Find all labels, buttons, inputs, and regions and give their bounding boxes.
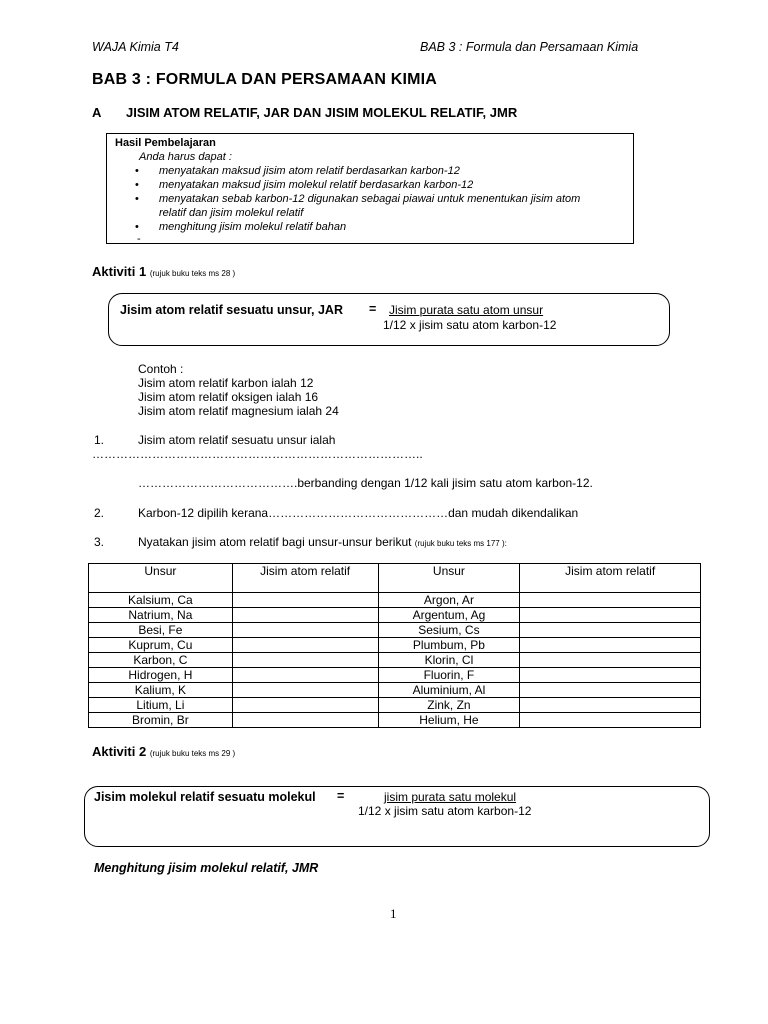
answer-cell[interactable] — [520, 668, 701, 683]
element-cell: Argentum, Ag — [378, 608, 520, 623]
answer-cell[interactable] — [520, 713, 701, 728]
answer-cell[interactable] — [520, 623, 701, 638]
section-letter: A — [92, 105, 102, 120]
example-line: Jisim atom relatif karbon ialah 12 — [138, 376, 314, 390]
section-title: JISIM ATOM RELATIF, JAR DAN JISIM MOLEKUL RELATIF, JMR — [126, 105, 518, 120]
table-header: Jisim atom relatif — [520, 564, 701, 593]
answer-cell[interactable] — [232, 653, 378, 668]
page-number: 1 — [390, 906, 397, 921]
header-right: BAB 3 : Formula dan Persamaan Kimia — [420, 40, 639, 54]
answer-cell[interactable] — [232, 713, 378, 728]
q1-line2[interactable]: ………………………………….berbanding dengan 1/12 kali jisim satu atom karbon-12. — [138, 476, 593, 490]
chapter-title: BAB 3 : FORMULA DAN PERSAMAAN KIMIA — [92, 71, 438, 88]
element-cell: Klorin, Cl — [378, 653, 520, 668]
bullet-icon: • — [135, 221, 139, 233]
element-cell: Kalium, K — [89, 683, 233, 698]
jar-formula-label: Jisim atom relatif sesuatu unsur, JAR — [120, 303, 343, 317]
activity1-heading — [92, 264, 235, 279]
q1-number: 1. — [94, 433, 105, 447]
element-cell: Argon, Ar — [378, 593, 520, 608]
table-row — [89, 683, 701, 698]
jmr-equals: = — [337, 789, 345, 803]
table-row — [89, 623, 701, 638]
activity2-ref: (rujuk buku teks ms 29 ) — [149, 749, 236, 758]
element-cell: Natrium, Na — [89, 608, 233, 623]
bullet-icon: • — [135, 165, 139, 177]
outcome-item: menyatakan maksud jisim molekul relatif berdasarkan karbon-12 — [159, 179, 474, 191]
element-cell: Kuprum, Cu — [89, 638, 233, 653]
jmr-numerator: jisim purata satu molekul — [384, 790, 517, 804]
header-left: WAJA Kimia T4 — [92, 40, 179, 54]
q3-number: 3. — [94, 535, 105, 549]
answer-cell[interactable] — [520, 638, 701, 653]
example-label: Contoh : — [138, 362, 184, 376]
answer-cell[interactable] — [520, 593, 701, 608]
outcomes-intro: Anda harus dapat : — [139, 151, 232, 163]
element-cell: Zink, Zn — [378, 698, 520, 713]
table-row — [89, 713, 701, 728]
activity2-title: Aktiviti 2 — [92, 744, 147, 759]
answer-cell[interactable] — [232, 668, 378, 683]
table-row — [89, 608, 701, 623]
outcomes-title: Hasil Pembelajaran — [115, 137, 216, 149]
table-header-row — [89, 564, 701, 593]
outcome-item-cont: relatif dan jisim molekul relatif — [159, 207, 304, 219]
answer-cell[interactable] — [232, 638, 378, 653]
element-cell: Kalsium, Ca — [89, 593, 233, 608]
table-row — [89, 698, 701, 713]
answer-cell[interactable] — [232, 593, 378, 608]
q2-text[interactable]: Karbon-12 dipilih kerana………………………………………dan mudah dikendalikan — [138, 506, 579, 520]
q2-number: 2. — [94, 506, 105, 520]
jar-equals: = — [369, 302, 377, 316]
table-header: Jisim atom relatif — [232, 564, 378, 593]
answer-cell[interactable] — [520, 698, 701, 713]
learning-outcomes-box — [106, 133, 634, 244]
table-row — [89, 593, 701, 608]
element-cell: Hidrogen, H — [89, 668, 233, 683]
answer-cell[interactable] — [232, 623, 378, 638]
q1-text: Jisim atom relatif sesuatu unsur ialah — [138, 433, 336, 447]
activity2-heading — [92, 744, 235, 759]
outcome-item: menghitung jisim molekul relatif bahan — [159, 221, 347, 233]
element-cell: Bromin, Br — [89, 713, 233, 728]
answer-cell[interactable] — [232, 683, 378, 698]
element-cell: Aluminium, Al — [378, 683, 520, 698]
element-cell: Fluorin, F — [378, 668, 520, 683]
table-row — [89, 638, 701, 653]
outcome-item: menyatakan sebab karbon-12 digunakan sebagai piawai untuk menentukan jisim atom — [159, 193, 581, 205]
element-cell: Helium, He — [378, 713, 520, 728]
table-row — [89, 653, 701, 668]
table-row — [89, 668, 701, 683]
element-cell: Plumbum, Pb — [378, 638, 520, 653]
answer-cell[interactable] — [232, 698, 378, 713]
jmr-denominator: 1/12 x jisim satu atom karbon-12 — [358, 804, 532, 818]
example-line: Jisim atom relatif oksigen ialah 16 — [138, 390, 319, 404]
activity1-ref: (rujuk buku teks ms 28 ) — [149, 269, 236, 278]
jmr-formula-label: Jisim molekul relatif sesuatu molekul — [94, 790, 316, 804]
table-header: Unsur — [89, 564, 233, 593]
bullet-icon: • — [135, 179, 139, 191]
answer-cell[interactable] — [520, 683, 701, 698]
example-line: Jisim atom relatif magnesium ialah 24 — [138, 404, 339, 418]
element-table — [88, 563, 701, 728]
table-header: Unsur — [378, 564, 520, 593]
outcome-dash: - — [137, 233, 141, 245]
bullet-icon: • — [135, 193, 139, 205]
jar-denominator: 1/12 x jisim satu atom karbon-12 — [383, 318, 557, 332]
element-cell: Karbon, C — [89, 653, 233, 668]
jar-numerator: Jisim purata satu atom unsur — [389, 303, 544, 317]
outcome-item: menyatakan maksud jisim atom relatif berdasarkan karbon-12 — [159, 165, 460, 177]
element-cell: Sesium, Cs — [378, 623, 520, 638]
q1-answer-line[interactable]: ……………………………………………………………………….. — [92, 447, 423, 461]
jmr-subheading: Menghitung jisim molekul relatif, JMR — [94, 861, 319, 875]
answer-cell[interactable] — [232, 608, 378, 623]
activity1-title: Aktiviti 1 — [92, 264, 147, 279]
q3-question: Nyatakan jisim atom relatif bagi unsur-unsur berikut — [138, 535, 412, 549]
element-cell: Litium, Li — [89, 698, 233, 713]
q3-ref: (rujuk buku teks ms 177 ): — [414, 539, 507, 548]
element-cell: Besi, Fe — [89, 623, 233, 638]
answer-cell[interactable] — [520, 653, 701, 668]
q3-text — [138, 535, 507, 549]
answer-cell[interactable] — [520, 608, 701, 623]
